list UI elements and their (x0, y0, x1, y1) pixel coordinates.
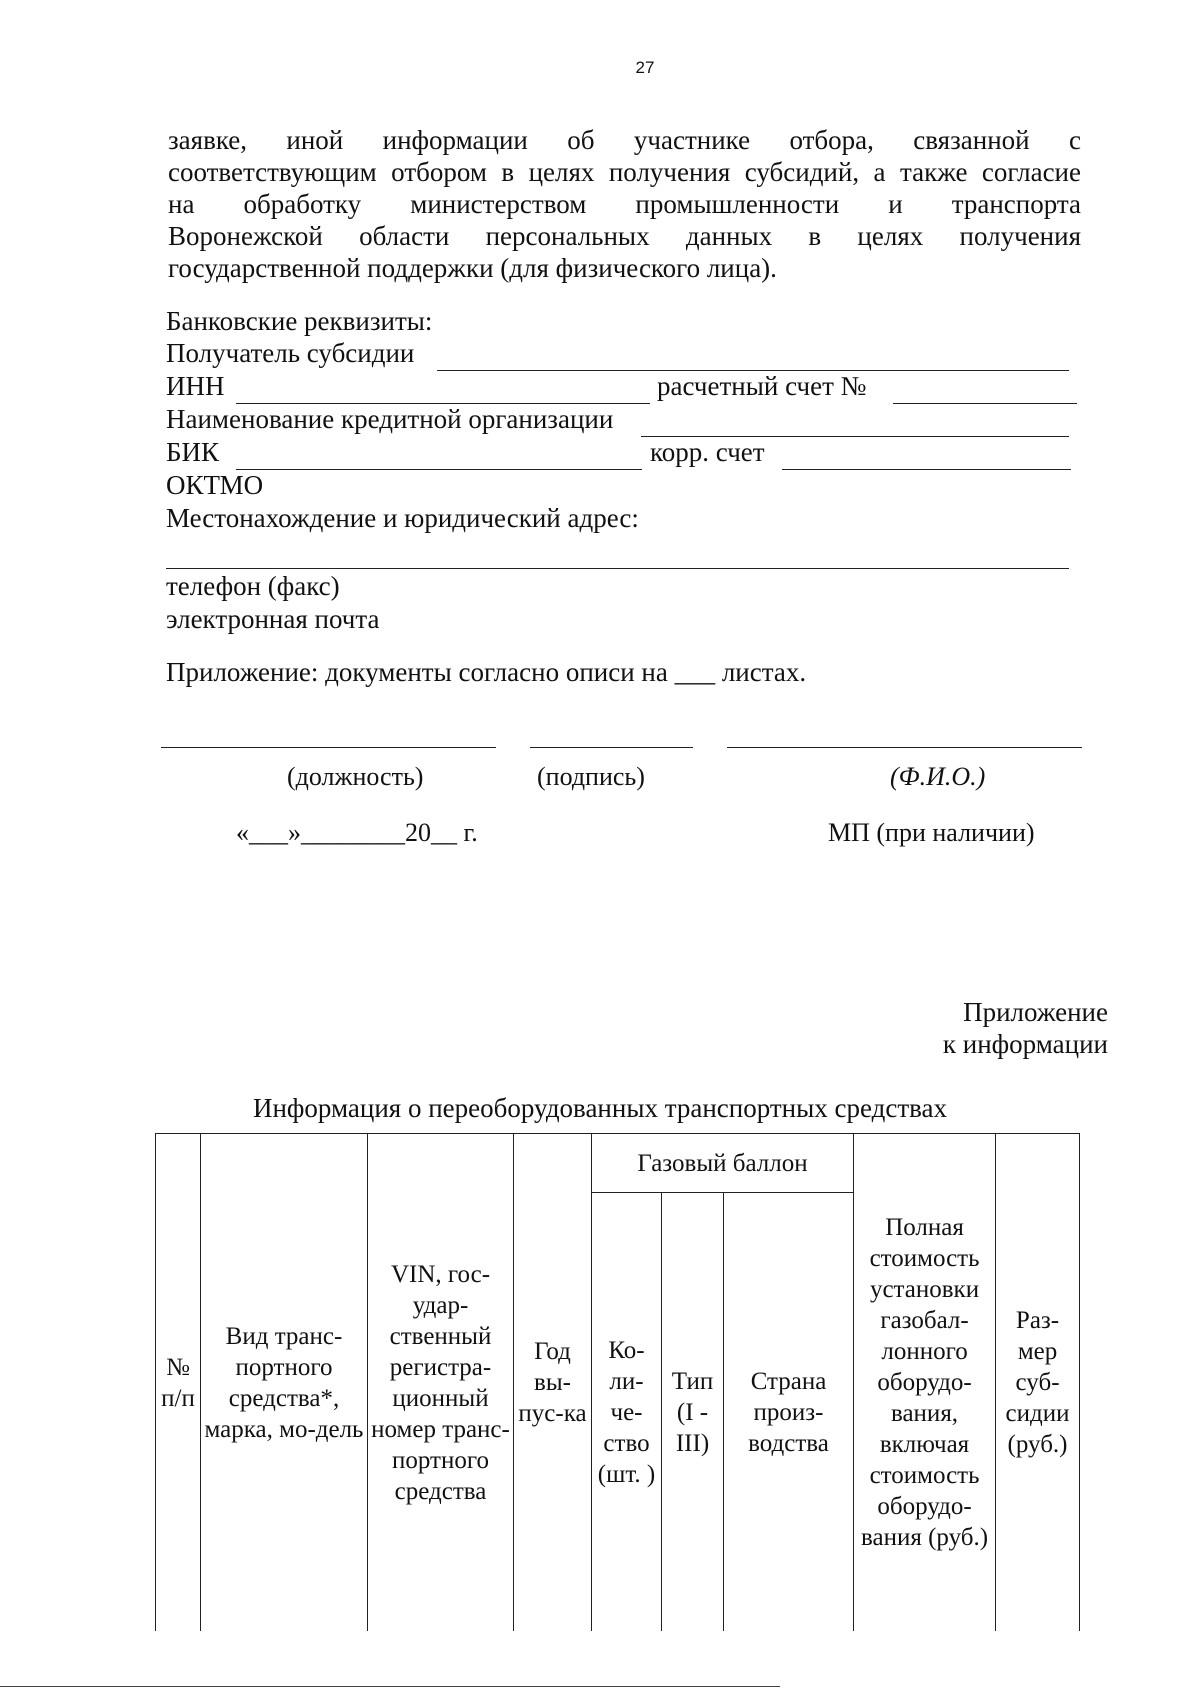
table-title: Информация о переоборудованных транспортных средствах (252, 1093, 948, 1123)
name-caption: (Ф.И.О.) (890, 762, 986, 791)
bik-label: БИК (166, 437, 220, 467)
intro-line: Воронежской области персональных данных в целях получения (168, 221, 1081, 251)
corr-account-field[interactable] (782, 469, 1071, 470)
appendix-line: к информации (942, 1029, 1108, 1059)
recipient-label: Получатель субсидии (166, 338, 415, 368)
bottom-rule (0, 1686, 780, 1687)
header-full-cost: Полная стоимость установки газобал-лонного оборудо-вания, включая стоимость оборудо-вания (руб.) (854, 1134, 996, 1632)
header-year: Год вы-пус-ка (514, 1134, 592, 1632)
vehicles-table (155, 1133, 1080, 1631)
header-vehicle-type: Вид транс-портного средства*, марка, мо-дель (201, 1134, 368, 1632)
bank-heading: Банковские реквизиты: (166, 306, 433, 336)
name-line[interactable] (727, 747, 1082, 748)
corr-account-label: корр. счет (650, 437, 765, 467)
signature-line[interactable] (530, 747, 693, 748)
appendix-line: Приложение (963, 997, 1108, 1027)
email-label: электронная почта (166, 604, 380, 634)
account-field[interactable] (893, 403, 1077, 404)
position-caption: (должность) (287, 762, 424, 791)
intro-line: государственной поддержки (для физического лица). (168, 253, 777, 283)
attachment-text: Приложение: документы согласно описи на ___ листах. (166, 657, 807, 687)
header-subsidy: Раз-мер суб-сидии (руб.) (996, 1134, 1080, 1632)
intro-paragraph (168, 124, 1081, 284)
credit-org-label: Наименование кредитной организации (166, 404, 614, 434)
phone-label: телефон (факс) (166, 571, 340, 601)
account-label: расчетный счет № (657, 371, 867, 401)
inn-label: ИНН (166, 371, 225, 401)
page-number: 27 (635, 58, 655, 77)
position-line[interactable] (161, 747, 496, 748)
intro-line: соответствующим отбором в целях получения субсидий, а также согласие (168, 157, 1081, 187)
signature-caption: (подпись) (537, 762, 645, 791)
address-label: Местонахождение и юридический адрес: (166, 503, 639, 533)
header-type: Тип (I - III) (662, 1193, 724, 1632)
header-gas-cylinder: Газовый баллон (592, 1134, 854, 1193)
intro-line: на обработку министерством промышленности и транспорта (168, 189, 1081, 219)
header-num: № п/п (156, 1134, 201, 1632)
header-country: Страна произ-водства (724, 1193, 854, 1632)
header-vin: VIN, гос-удар-ственный регистра-ционный номер транс-портного средства (368, 1134, 514, 1632)
intro-line: заявке, иной информации об участнике отбора, связанной с (168, 125, 1081, 155)
address-field[interactable] (166, 568, 1069, 569)
appendix-note (943, 996, 1108, 1060)
stamp-text: МП (при наличии) (828, 818, 1035, 847)
header-quantity: Ко-ли-че-ство (шт. ) (592, 1193, 662, 1632)
bik-field[interactable] (236, 469, 642, 470)
oktmo-label: ОКТМО (166, 470, 264, 500)
date-text: «___»________20__ г. (236, 818, 478, 847)
